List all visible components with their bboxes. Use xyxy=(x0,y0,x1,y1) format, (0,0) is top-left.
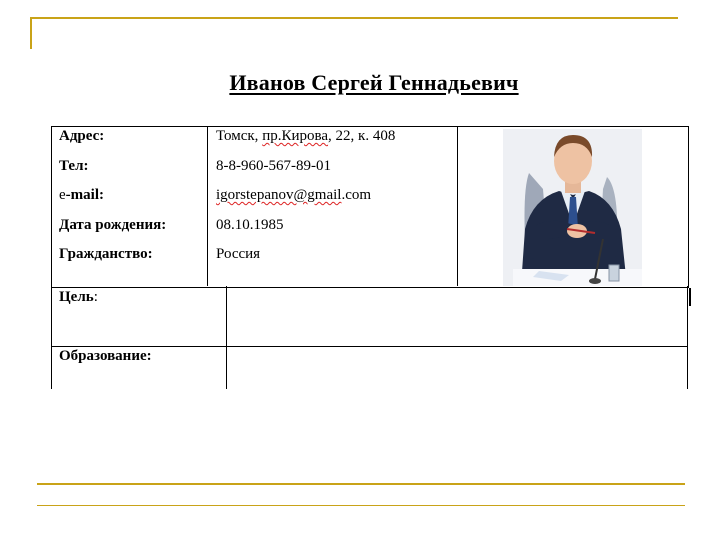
phone-value[interactable]: 8-8-960-567-89-01 xyxy=(216,158,331,174)
address-value[interactable] xyxy=(216,127,395,145)
phone-label: Тел: xyxy=(59,158,89,174)
table-divider xyxy=(207,126,208,286)
decoration-top-tick xyxy=(30,17,32,49)
decoration-top-line xyxy=(30,17,678,19)
email-label xyxy=(59,186,104,204)
person-photo-icon xyxy=(503,129,642,286)
resume-name-title: Иванов Сергей Геннадьевич xyxy=(229,70,519,95)
email-label-prefix: e xyxy=(59,187,66,203)
table-border-right xyxy=(687,286,688,389)
goal-label xyxy=(59,288,98,306)
email-domain: .com xyxy=(341,187,372,203)
birth-date-label: Дата рождения: xyxy=(59,217,167,233)
person-photo xyxy=(503,129,642,286)
goal-label-text: Цель xyxy=(59,289,94,305)
citizenship-label: Гражданство: xyxy=(59,246,153,262)
address-post: , 22, к. 408 xyxy=(328,128,396,144)
address-label: Адрес: xyxy=(59,128,105,144)
email-main: igorstepanov@gmail xyxy=(216,187,342,203)
text-cursor xyxy=(689,288,691,306)
address-pre: Томск, xyxy=(216,128,263,144)
address-street: пр.Кирова xyxy=(262,128,329,144)
table-border-left xyxy=(51,286,52,389)
birth-date-value[interactable]: 08.10.1985 xyxy=(216,217,284,233)
email-label-text: -mail: xyxy=(65,187,104,203)
email-value[interactable] xyxy=(216,186,371,204)
citizenship-value[interactable]: Россия xyxy=(216,246,261,262)
decoration-bottom-line xyxy=(37,483,685,485)
table-divider xyxy=(457,126,458,286)
goal-label-colon: : xyxy=(93,289,98,305)
education-label: Образование: xyxy=(59,348,152,364)
decoration-bottom-thin-line xyxy=(37,505,685,506)
table-divider xyxy=(226,286,227,389)
